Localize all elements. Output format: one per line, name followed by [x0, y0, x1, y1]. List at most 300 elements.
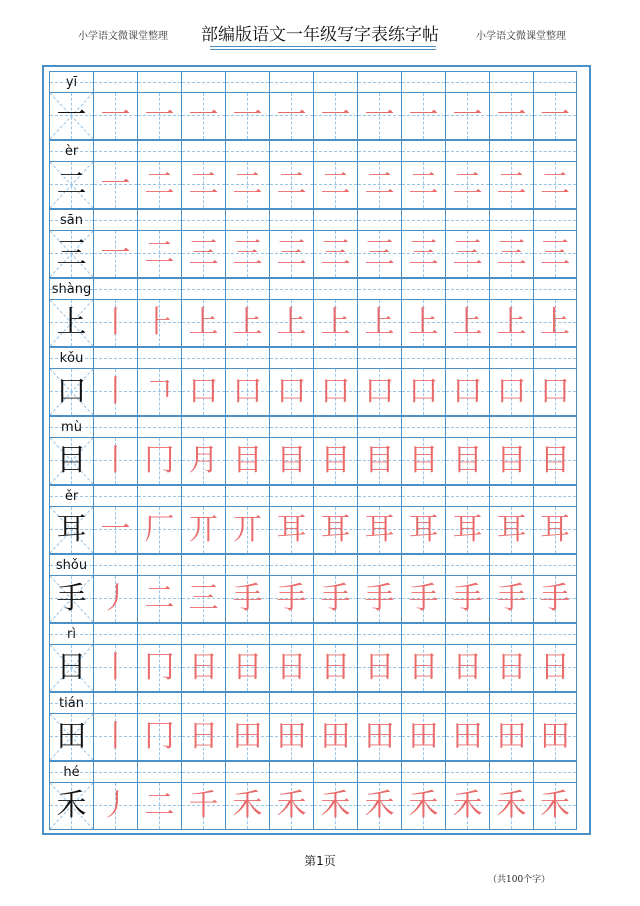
pinyin-cell[interactable]: [181, 554, 225, 576]
tracing-cell[interactable]: [533, 576, 577, 623]
pinyin-cell[interactable]: [269, 554, 313, 576]
tracing-cell[interactable]: [137, 300, 181, 347]
guide-line: [138, 565, 181, 566]
pinyin-cell[interactable]: [313, 347, 357, 369]
pinyin-cell[interactable]: [489, 71, 533, 93]
pinyin-cell[interactable]: [489, 347, 533, 369]
stroke-step-character: 一: [540, 98, 570, 133]
pinyin-cell[interactable]: [445, 554, 489, 576]
pinyin-cell[interactable]: [313, 623, 357, 645]
pinyin-cell[interactable]: [357, 761, 401, 783]
stroke-step-character: 耳: [496, 512, 527, 547]
tracing-cell[interactable]: [489, 714, 533, 761]
tracing-cell[interactable]: [489, 369, 533, 416]
tracing-cell[interactable]: [93, 507, 137, 554]
guide-line: [270, 703, 313, 704]
tracing-cell[interactable]: [401, 783, 445, 830]
tracing-cell[interactable]: [401, 162, 445, 209]
pinyin-cell[interactable]: [489, 485, 533, 507]
model-character-cell: [49, 162, 93, 209]
pinyin-cell[interactable]: [137, 278, 181, 300]
tracing-cell[interactable]: [313, 231, 357, 278]
pinyin-cell[interactable]: [137, 140, 181, 162]
stroke-step-character: 二: [144, 581, 175, 616]
pinyin-cell[interactable]: [181, 623, 225, 645]
pinyin-cell[interactable]: [445, 71, 489, 93]
pinyin-cell[interactable]: [445, 416, 489, 438]
pinyin-cell[interactable]: [489, 416, 533, 438]
tracing-cell[interactable]: [137, 93, 181, 140]
pinyin-cell[interactable]: [225, 554, 269, 576]
pinyin-cell[interactable]: [401, 692, 445, 714]
tracing-cell[interactable]: [93, 369, 137, 416]
guide-line: [270, 151, 313, 152]
stroke-step-character: 丨: [100, 719, 131, 754]
guide-line: [182, 289, 225, 290]
tracing-cell[interactable]: [93, 576, 137, 623]
guide-line: [94, 565, 137, 566]
pinyin-label: hé: [63, 765, 80, 780]
pinyin-cell[interactable]: [225, 140, 269, 162]
pinyin-cell[interactable]: [489, 554, 533, 576]
tracing-cell[interactable]: [533, 369, 577, 416]
pinyin-cell[interactable]: [181, 761, 225, 783]
tracing-cell[interactable]: [445, 438, 489, 485]
tracing-cell[interactable]: [401, 93, 445, 140]
pinyin-cell[interactable]: [313, 554, 357, 576]
pinyin-cell[interactable]: [225, 209, 269, 231]
tracing-cell[interactable]: [357, 714, 401, 761]
guide-line: [402, 82, 445, 83]
tracing-cell[interactable]: [357, 438, 401, 485]
tracing-cell[interactable]: [401, 369, 445, 416]
pinyin-cell[interactable]: [445, 485, 489, 507]
tracing-cell[interactable]: [181, 507, 225, 554]
pinyin-cell[interactable]: [533, 71, 577, 93]
pinyin-cell[interactable]: [93, 209, 137, 231]
pinyin-cell[interactable]: [181, 278, 225, 300]
tracing-cell[interactable]: [137, 507, 181, 554]
tracing-cell[interactable]: [313, 714, 357, 761]
guide-line: [358, 82, 401, 83]
tracing-cell[interactable]: [357, 783, 401, 830]
guide-line: [358, 703, 401, 704]
model-character: 二: [56, 167, 87, 202]
pinyin-label: tián: [59, 696, 84, 711]
pinyin-cell[interactable]: [533, 140, 577, 162]
tracing-cell[interactable]: [225, 507, 269, 554]
model-character-cell: [49, 576, 93, 623]
tracing-cell[interactable]: [137, 438, 181, 485]
tracing-cell[interactable]: [137, 576, 181, 623]
guide-line: [402, 220, 445, 221]
tracing-cell[interactable]: [401, 438, 445, 485]
stroke-step-character: 日: [540, 650, 570, 685]
tracing-cell[interactable]: [445, 507, 489, 554]
pinyin-cell[interactable]: [445, 209, 489, 231]
tracing-cell[interactable]: [93, 645, 137, 692]
tracing-cell[interactable]: [313, 93, 357, 140]
pinyin-cell[interactable]: [137, 416, 181, 438]
tracing-cell[interactable]: [93, 231, 137, 278]
pinyin-cell[interactable]: [137, 209, 181, 231]
stroke-step-character: 三: [320, 236, 351, 271]
tracing-cell[interactable]: [445, 300, 489, 347]
pinyin-cell[interactable]: [357, 416, 401, 438]
pinyin-cell[interactable]: [93, 347, 137, 369]
stroke-step-character: 三: [232, 236, 263, 271]
tracing-cell[interactable]: [137, 231, 181, 278]
pinyin-cell[interactable]: [533, 278, 577, 300]
pinyin-cell[interactable]: [313, 278, 357, 300]
tracing-cell[interactable]: [533, 714, 577, 761]
pinyin-cell[interactable]: [533, 623, 577, 645]
pinyin-cell[interactable]: [225, 692, 269, 714]
pinyin-cell[interactable]: [533, 485, 577, 507]
pinyin-cell[interactable]: [445, 623, 489, 645]
pinyin-cell[interactable]: [269, 278, 313, 300]
pinyin-cell[interactable]: [225, 761, 269, 783]
pinyin-cell[interactable]: [93, 554, 137, 576]
tracing-cell[interactable]: [357, 93, 401, 140]
guide-line: [270, 358, 313, 359]
pinyin-cell[interactable]: [225, 623, 269, 645]
pinyin-cell[interactable]: [137, 71, 181, 93]
tracing-cell[interactable]: [269, 507, 313, 554]
pinyin-cell[interactable]: [489, 761, 533, 783]
pinyin-row: [49, 485, 584, 507]
tracing-cell[interactable]: [93, 783, 137, 830]
tracing-cell[interactable]: [225, 93, 269, 140]
pinyin-cell[interactable]: [181, 209, 225, 231]
pinyin-cell[interactable]: [137, 485, 181, 507]
pinyin-cell[interactable]: [225, 416, 269, 438]
tracing-cell[interactable]: [269, 783, 313, 830]
pinyin-row: [49, 140, 584, 162]
tracing-cell[interactable]: [181, 783, 225, 830]
tracing-cell[interactable]: [357, 369, 401, 416]
tracing-cell[interactable]: [401, 507, 445, 554]
pinyin-cell[interactable]: [269, 485, 313, 507]
stroke-step-character: 上: [232, 305, 263, 340]
stroke-step-character: 日: [276, 650, 307, 685]
header-left-text: 小学语文微课堂整理: [78, 31, 168, 42]
tracing-cell[interactable]: [313, 300, 357, 347]
pinyin-cell[interactable]: [181, 692, 225, 714]
tracing-cell[interactable]: [225, 576, 269, 623]
tracing-cell[interactable]: [181, 231, 225, 278]
tracing-cell[interactable]: [313, 576, 357, 623]
pinyin-cell[interactable]: [269, 623, 313, 645]
stroke-step-character: 二: [408, 167, 439, 202]
tracing-cell[interactable]: [269, 369, 313, 416]
tracing-cell[interactable]: [181, 300, 225, 347]
tracing-cell[interactable]: [533, 162, 577, 209]
tracing-cell[interactable]: [225, 438, 269, 485]
tracing-cell[interactable]: [357, 162, 401, 209]
tracing-cell[interactable]: [225, 231, 269, 278]
tracing-cell[interactable]: [137, 162, 181, 209]
tracing-cell[interactable]: [225, 162, 269, 209]
tracing-cell[interactable]: [225, 783, 269, 830]
pinyin-cell[interactable]: [269, 761, 313, 783]
pinyin-cell[interactable]: [313, 209, 357, 231]
tracing-cell[interactable]: [313, 507, 357, 554]
pinyin-cell[interactable]: [313, 140, 357, 162]
stroke-step-character: 上: [320, 305, 351, 340]
tracing-cell[interactable]: [533, 438, 577, 485]
pinyin-cell[interactable]: [225, 278, 269, 300]
tracing-cell[interactable]: [445, 714, 489, 761]
tracing-cell[interactable]: [93, 438, 137, 485]
pinyin-cell[interactable]: [181, 71, 225, 93]
tracing-cell[interactable]: [357, 645, 401, 692]
pinyin-cell[interactable]: [533, 416, 577, 438]
tracing-cell[interactable]: [489, 507, 533, 554]
tracing-cell[interactable]: [181, 369, 225, 416]
tracing-cell[interactable]: [445, 645, 489, 692]
tracing-cell[interactable]: [357, 231, 401, 278]
pinyin-cell[interactable]: [313, 692, 357, 714]
model-character: 三: [56, 236, 87, 271]
tracing-cell[interactable]: [181, 438, 225, 485]
tracing-cell[interactable]: [445, 576, 489, 623]
tracing-cell[interactable]: [93, 714, 137, 761]
pinyin-cell[interactable]: [269, 209, 313, 231]
tracing-cell[interactable]: [489, 783, 533, 830]
tracing-cell[interactable]: [489, 231, 533, 278]
pinyin-cell[interactable]: [533, 347, 577, 369]
tracing-cell[interactable]: [445, 162, 489, 209]
tracing-cell[interactable]: [401, 645, 445, 692]
pinyin-cell[interactable]: [225, 347, 269, 369]
stroke-step-character: 手: [276, 581, 307, 616]
pinyin-cell[interactable]: [357, 554, 401, 576]
tracing-cell[interactable]: [489, 162, 533, 209]
tracing-cell[interactable]: [225, 369, 269, 416]
tracing-cell[interactable]: [401, 576, 445, 623]
tracing-cell[interactable]: [533, 783, 577, 830]
tracing-cell[interactable]: [137, 645, 181, 692]
pinyin-cell[interactable]: [137, 554, 181, 576]
pinyin-cell[interactable]: [357, 692, 401, 714]
tracing-cell[interactable]: [181, 576, 225, 623]
stroke-step-character: 田: [408, 719, 439, 754]
tracing-cell[interactable]: [445, 93, 489, 140]
tracing-cell[interactable]: [269, 93, 313, 140]
tracing-cell[interactable]: [489, 93, 533, 140]
pinyin-cell[interactable]: [137, 347, 181, 369]
pinyin-cell[interactable]: [489, 278, 533, 300]
stroke-step-character: 耳: [320, 512, 351, 547]
tracing-cell[interactable]: [269, 162, 313, 209]
pinyin-cell[interactable]: [313, 71, 357, 93]
tracing-cell[interactable]: [137, 369, 181, 416]
pinyin-cell[interactable]: [401, 347, 445, 369]
tracing-cell[interactable]: [269, 438, 313, 485]
tracing-cell[interactable]: [313, 645, 357, 692]
tracing-cell[interactable]: [269, 714, 313, 761]
tracing-cell[interactable]: [313, 438, 357, 485]
pinyin-cell[interactable]: [225, 71, 269, 93]
pinyin-cell[interactable]: [181, 485, 225, 507]
pinyin-cell[interactable]: [93, 761, 137, 783]
tracing-cell[interactable]: [445, 231, 489, 278]
tracing-cell[interactable]: [401, 714, 445, 761]
pinyin-cell[interactable]: [357, 485, 401, 507]
pinyin-cell[interactable]: [93, 692, 137, 714]
tracing-cell[interactable]: [357, 507, 401, 554]
model-character-cell: [49, 645, 93, 692]
tracing-cell[interactable]: [225, 645, 269, 692]
pinyin-cell[interactable]: [357, 209, 401, 231]
pinyin-cell[interactable]: [489, 623, 533, 645]
pinyin-cell[interactable]: [489, 209, 533, 231]
pinyin-cell[interactable]: [533, 209, 577, 231]
tracing-cell[interactable]: [533, 93, 577, 140]
pinyin-cell[interactable]: [533, 554, 577, 576]
guide-line: [182, 151, 225, 152]
pinyin-cell[interactable]: [445, 278, 489, 300]
pinyin-cell[interactable]: [269, 416, 313, 438]
tracing-cell[interactable]: [269, 576, 313, 623]
guide-line: [402, 427, 445, 428]
guide-line: [138, 82, 181, 83]
tracing-cell[interactable]: [445, 783, 489, 830]
pinyin-cell[interactable]: [93, 140, 137, 162]
tracing-cell[interactable]: [181, 93, 225, 140]
pinyin-cell[interactable]: [181, 347, 225, 369]
tracing-cell[interactable]: [93, 300, 137, 347]
tracing-cell[interactable]: [401, 300, 445, 347]
pinyin-cell[interactable]: [269, 347, 313, 369]
pinyin-cell[interactable]: [137, 623, 181, 645]
tracing-cell[interactable]: [401, 231, 445, 278]
pinyin-cell[interactable]: [93, 416, 137, 438]
tracing-cell[interactable]: [533, 300, 577, 347]
pinyin-cell[interactable]: [445, 140, 489, 162]
stroke-step-character: 厂: [144, 512, 175, 547]
guide-line: [490, 496, 533, 497]
pinyin-cell[interactable]: [313, 416, 357, 438]
stroke-step-character: 一: [100, 236, 131, 271]
pinyin-cell[interactable]: [269, 692, 313, 714]
tracing-cell[interactable]: [357, 576, 401, 623]
tracing-cell[interactable]: [445, 369, 489, 416]
stroke-step-character: 上: [452, 305, 483, 340]
pinyin-cell[interactable]: [137, 761, 181, 783]
tracing-cell[interactable]: [489, 645, 533, 692]
pinyin-cell[interactable]: [489, 140, 533, 162]
pinyin-cell[interactable]: [401, 761, 445, 783]
pinyin-cell[interactable]: [533, 761, 577, 783]
pinyin-cell[interactable]: [313, 761, 357, 783]
guide-line: [446, 151, 489, 152]
guide-line: [446, 772, 489, 773]
stroke-step-character: 口: [188, 374, 219, 409]
stroke-step-character: 二: [276, 167, 307, 202]
tracing-cell[interactable]: [137, 783, 181, 830]
pinyin-cell[interactable]: [137, 692, 181, 714]
tracing-cell[interactable]: [489, 576, 533, 623]
title-underline-2: [210, 49, 436, 50]
guide-line: [94, 358, 137, 359]
character-total: （共100个字）: [488, 875, 551, 885]
pinyin-cell[interactable]: [93, 278, 137, 300]
character-row: [49, 369, 584, 416]
pinyin-cell[interactable]: [357, 140, 401, 162]
pinyin-cell[interactable]: [269, 71, 313, 93]
pinyin-cell[interactable]: [181, 140, 225, 162]
pinyin-cell[interactable]: [401, 209, 445, 231]
pinyin-cell[interactable]: [93, 485, 137, 507]
pinyin-cell[interactable]: [269, 140, 313, 162]
pinyin-cell[interactable]: [401, 485, 445, 507]
pinyin-cell[interactable]: [357, 71, 401, 93]
pinyin-cell[interactable]: [401, 554, 445, 576]
stroke-step-character: 日: [496, 650, 527, 685]
tracing-cell[interactable]: [225, 300, 269, 347]
tracing-cell[interactable]: [181, 162, 225, 209]
pinyin-cell[interactable]: [445, 347, 489, 369]
pinyin-cell[interactable]: [489, 692, 533, 714]
pinyin-cell[interactable]: [93, 623, 137, 645]
guide-line: [358, 289, 401, 290]
stroke-step-character: 耳: [408, 512, 439, 547]
tracing-cell[interactable]: [181, 714, 225, 761]
tracing-cell[interactable]: [137, 714, 181, 761]
tracing-cell[interactable]: [225, 714, 269, 761]
pinyin-cell[interactable]: [401, 623, 445, 645]
tracing-cell[interactable]: [489, 438, 533, 485]
guide-line: [138, 220, 181, 221]
pinyin-cell[interactable]: [357, 278, 401, 300]
pinyin-cell[interactable]: [401, 416, 445, 438]
pinyin-cell[interactable]: [401, 278, 445, 300]
pinyin-cell[interactable]: [401, 71, 445, 93]
tracing-cell[interactable]: [93, 93, 137, 140]
stroke-step-character: 三: [496, 236, 527, 271]
tracing-cell[interactable]: [181, 645, 225, 692]
model-character-cell: [49, 783, 93, 830]
tracing-cell[interactable]: [269, 645, 313, 692]
guide-line: [270, 496, 313, 497]
pinyin-cell[interactable]: [181, 416, 225, 438]
pinyin-cell[interactable]: [533, 692, 577, 714]
pinyin-cell[interactable]: [445, 692, 489, 714]
tracing-cell[interactable]: [313, 369, 357, 416]
tracing-cell[interactable]: [533, 231, 577, 278]
stroke-step-character: 二: [496, 167, 527, 202]
pinyin-cell[interactable]: [401, 140, 445, 162]
tracing-cell[interactable]: [313, 162, 357, 209]
tracing-cell[interactable]: [93, 162, 137, 209]
tracing-cell[interactable]: [269, 231, 313, 278]
tracing-cell[interactable]: [533, 507, 577, 554]
pinyin-cell[interactable]: [445, 761, 489, 783]
tracing-cell[interactable]: [313, 783, 357, 830]
pinyin-cell[interactable]: [313, 485, 357, 507]
pinyin-cell[interactable]: [357, 623, 401, 645]
tracing-cell[interactable]: [489, 300, 533, 347]
pinyin-cell[interactable]: [93, 71, 137, 93]
pinyin-cell[interactable]: [357, 347, 401, 369]
tracing-cell[interactable]: [269, 300, 313, 347]
tracing-cell[interactable]: [357, 300, 401, 347]
character-row: [49, 507, 584, 554]
pinyin-cell[interactable]: [225, 485, 269, 507]
tracing-cell[interactable]: [533, 645, 577, 692]
